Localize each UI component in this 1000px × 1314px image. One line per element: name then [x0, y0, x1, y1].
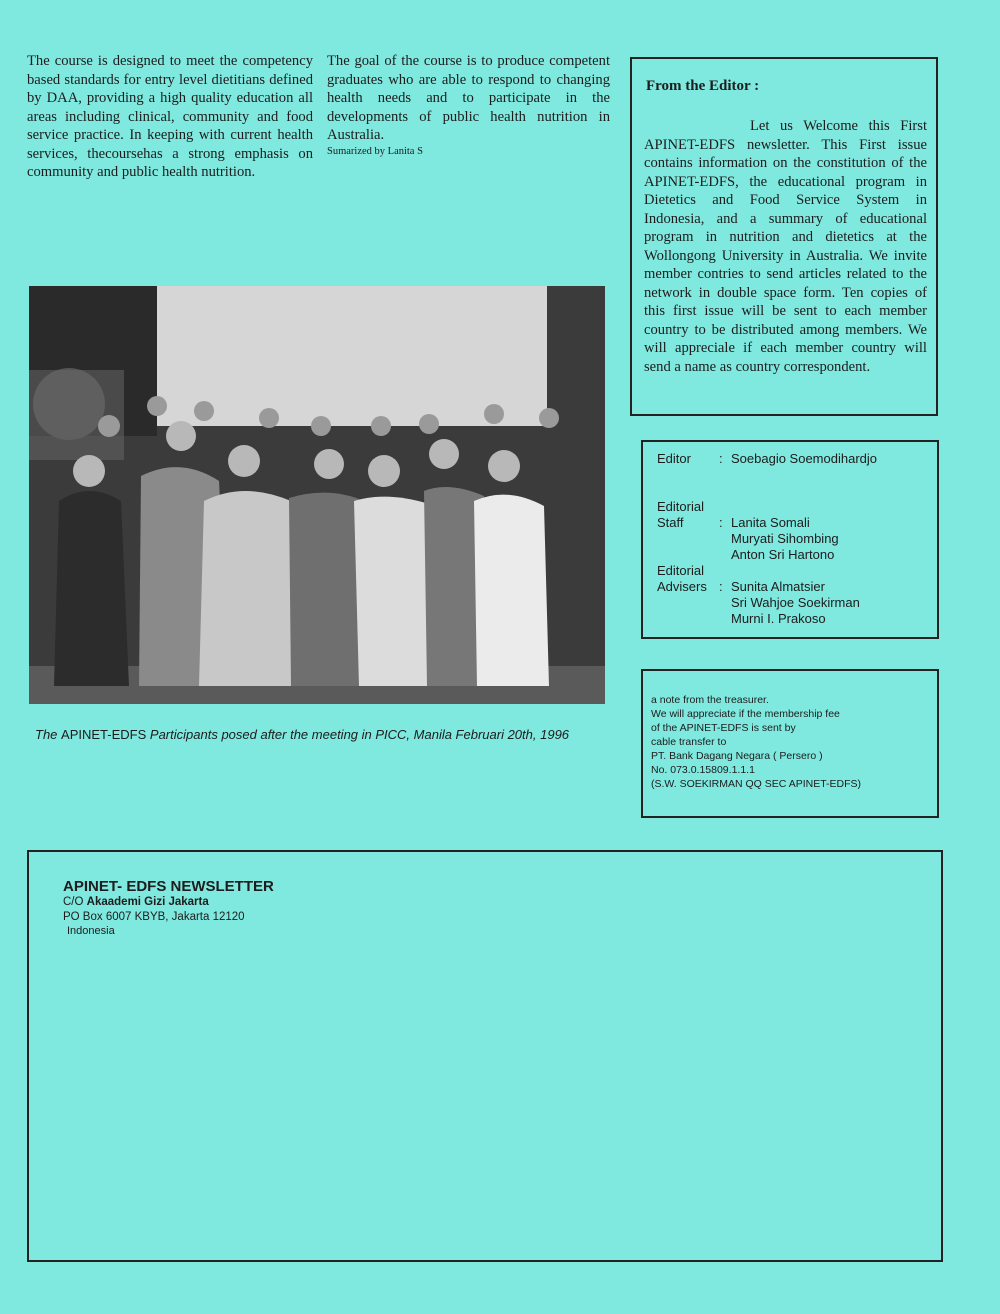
treasurer-note-line: (S.W. SOEKIRMAN QQ SEC APINET-EDFS) — [651, 778, 862, 790]
po-box-line: PO Box 6007 KBYB, Jakarta 12120 — [63, 911, 245, 923]
adviser-name: Murni I. Prakoso — [731, 611, 826, 626]
country-line: Indonesia — [67, 925, 115, 937]
group-photo — [29, 286, 605, 704]
photo-caption-prefix: The — [35, 727, 58, 742]
photo-caption — [35, 727, 615, 742]
editor-colon: : — [719, 451, 723, 466]
mailing-address-box — [27, 850, 943, 1262]
care-of-name: Akaademi Gizi Jakarta — [86, 896, 209, 908]
treasurer-note-line: a note from the treasurer. — [651, 694, 769, 706]
editor-name: Soebagio Soemodihardjo — [731, 451, 877, 466]
staff-name: Muryati Sihombing — [731, 531, 839, 546]
treasurer-note-line: of the APINET-EDFS is sent by — [651, 722, 796, 734]
editor-note-heading: From the Editor : — [646, 78, 760, 94]
photo-caption-rest: Participants posed after the meeting in PICC, Manila Februari 20th, 1996 — [149, 727, 570, 742]
group-photo-illustration — [29, 286, 605, 704]
editor-note-body — [644, 117, 927, 376]
treasurer-note-line: PT. Bank Dagang Negara ( Persero ) — [651, 750, 823, 762]
treasurer-note-line: cable transfer to — [651, 736, 727, 748]
course-goal-column — [327, 52, 610, 159]
care-of-line — [63, 896, 209, 908]
treasurer-note-box — [641, 669, 939, 818]
summary-signature: Sumarized by Lanita S — [327, 145, 423, 157]
course-description-paragraph: The course is designed to meet the competency based standards for entry level dietitians defined by DAA, providing a high quality education all areas including clinical, community and food service practice. In keeping with current health services, thecoursehas a strong emphasis on community and public health nutrition. — [27, 53, 313, 180]
editor-note-box — [630, 57, 938, 416]
editorial-staff-label-line2: Staff — [657, 515, 684, 530]
editor-label: Editor — [657, 451, 691, 466]
adviser-name: Sri Wahjoe Soekirman — [731, 595, 860, 610]
newsletter-title: APINET- EDFS NEWSLETTER — [63, 878, 274, 895]
editorial-staff-box — [641, 440, 939, 639]
adviser-name: Sunita Almatsier — [731, 579, 825, 594]
editor-note-text: Let us Welcome this First APINET-EDFS newsletter. This First issue contains information on the constitution of the APINET-EDFS, the educational program in Dietetics and Food Service System in Indonesia, and a summary of educational program in nutrition and dietetics at the Wollongong University in Australia. We invite member contries to send articles related to the network in double space form. Ten copies of this first issue will be sent to each member country to be distributed among members. We will appreciale if each member country will send a name as country correspondent. — [644, 118, 927, 375]
course-goal-paragraph: The goal of the course is to produce competent graduates who are able to respond to changing health needs and to participate in the developments of public health nutrition in Australia. — [327, 53, 610, 143]
treasurer-note-line: No. 073.0.15809.1.1.1 — [651, 764, 755, 776]
editorial-advisers-label-line2: Advisers — [657, 579, 707, 594]
editorial-advisers-label-line1: Editorial — [657, 563, 704, 578]
editorial-staff-colon: : — [719, 515, 723, 530]
care-of-prefix: C/O — [63, 896, 84, 908]
treasurer-note-line: We will appreciate if the membership fee — [651, 708, 840, 720]
editorial-advisers-colon: : — [719, 579, 723, 594]
staff-name: Lanita Somali — [731, 515, 810, 530]
photo-caption-name: APINET-EDFS — [61, 727, 147, 742]
staff-name: Anton Sri Hartono — [731, 547, 835, 562]
editorial-staff-label-line1: Editorial — [657, 499, 704, 514]
